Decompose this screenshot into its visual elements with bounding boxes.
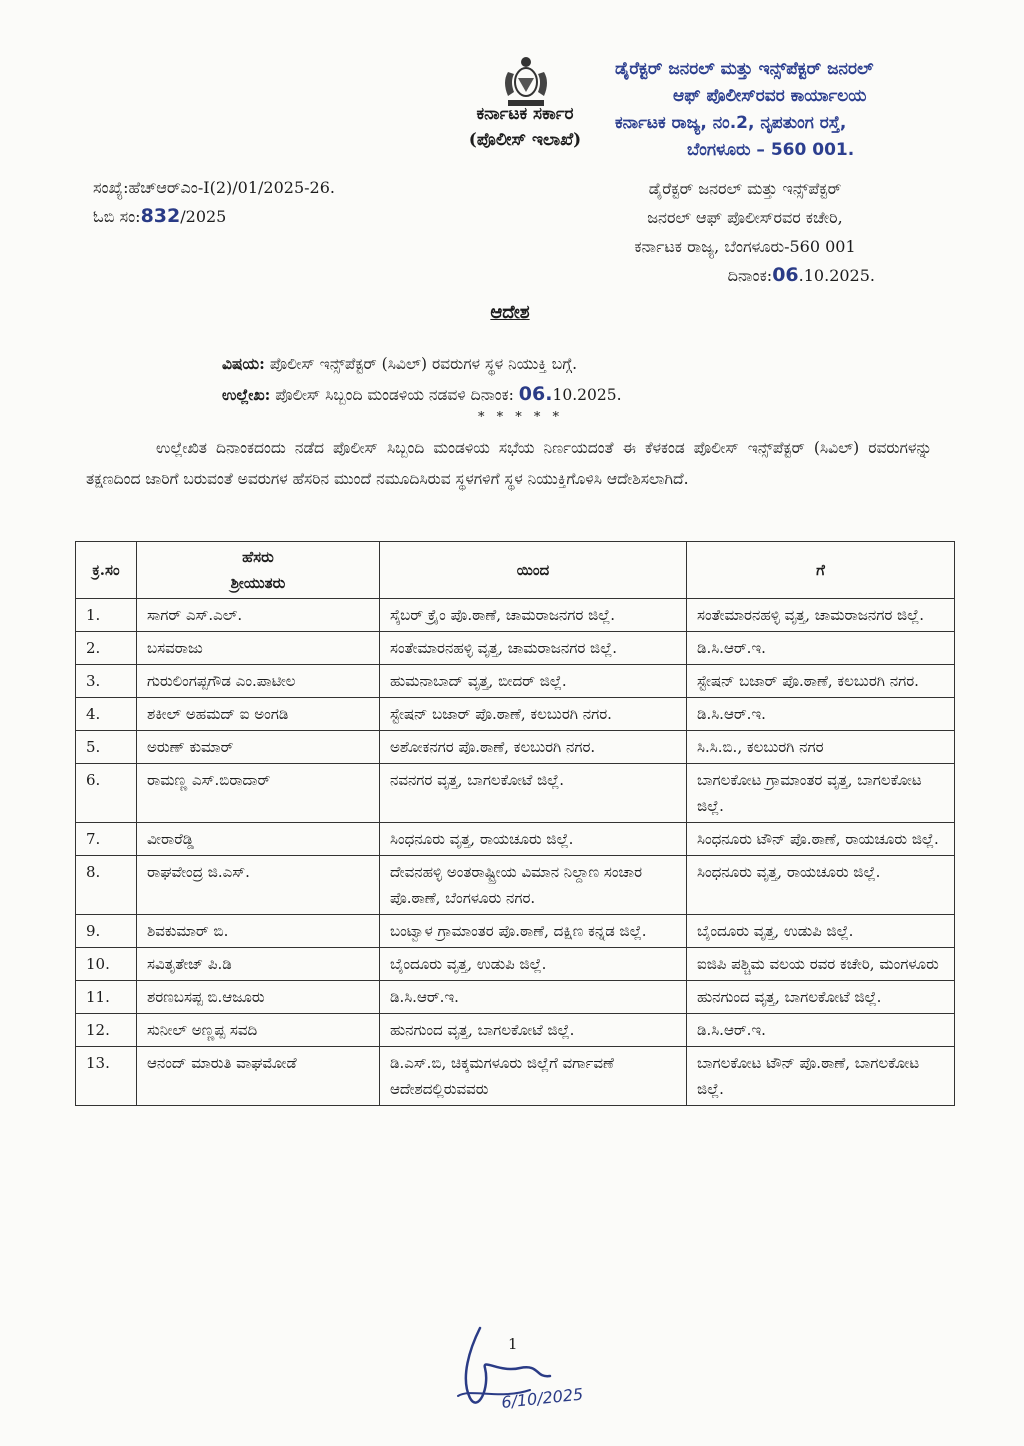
- header-from: ಯಿಂದ: [380, 542, 687, 599]
- row-name: ಸವಿತೃತೇಜ್ ಪಿ.ಡಿ: [137, 948, 380, 981]
- row-name: ಶರಣಬಸಪ್ಪ ಬಿ.ಆಜೂರು: [137, 981, 380, 1014]
- stamp-line: ಡೈರೆಕ್ಟರ್ ಜನರಲ್ ಮತ್ತು ಇನ್ಸ್‌ಪೆಕ್ಟರ್ ಜನರಲ್: [615, 59, 874, 79]
- reference-label: ಉಲ್ಲೇಖ:: [222, 385, 271, 404]
- row-from: ಅಶೋಕನಗರ ಪೊ.ಠಾಣೆ, ಕಲಬುರಗಿ ನಗರ.: [380, 731, 687, 764]
- header-name-line1: ಹೆಸರು: [242, 548, 274, 566]
- row-to: ಬಾಗಲಕೋಟ ಟೌನ್ ಪೊ.ಠಾಣೆ, ಬಾಗಲಕೋಟ ಜಿಲ್ಲೆ.: [687, 1047, 955, 1106]
- row-to: ಡಿ.ಸಿ.ಆರ್.ಇ.: [687, 698, 955, 731]
- stamp-line: ಆಫ್ ಪೊಲೀಸ್‌ರವರ ಕಾರ್ಯಾಲಯ: [673, 86, 867, 106]
- row-from: ಬಂಟ್ವಾಳ ಗ್ರಾಮಾಂತರ ಪೊ.ಠಾಣೆ, ದಕ್ಷಿಣ ಕನ್ನಡ ಜಿಲ್ಲೆ.: [380, 915, 687, 948]
- row-sl: 12.: [76, 1014, 137, 1047]
- reference-text: ಪೊಲೀಸ್ ಸಿಬ್ಬಂದಿ ಮಂಡಳಿಯ ನಡವಳಿ ದಿನಾಂಕ:: [275, 386, 514, 404]
- row-to: ಸಿಂಧನೂರು ವೃತ್ತ, ರಾಯಚೂರು ಜಿಲ್ಲೆ.: [687, 856, 955, 915]
- row-name: ವೀರಾರೆಡ್ಡಿ: [137, 823, 380, 856]
- row-from: ಸೈಬರ್ ಕ್ರೈಂ ಪೊ.ಠಾಣೆ, ಚಾಮರಾಜನಗರ ಜಿಲ್ಲೆ.: [380, 599, 687, 632]
- row-from: ಡಿ.ಎಸ್.ಬಿ, ಚಿಕ್ಕಮಗಳೂರು ಜಿಲ್ಲೆಗೆ ವರ್ಗಾವಣೆ ಆದೇಶದಲ್ಲಿರುವವರು: [380, 1047, 687, 1106]
- row-to: ಸಿ.ಸಿ.ಬಿ., ಕಲಬುರಗಿ ನಗರ: [687, 731, 955, 764]
- row-from: ಸಂತೇಮಾರನಹಳ್ಳಿ ವೃತ್ತ, ಚಾಮರಾಜನಗರ ಜಿಲ್ಲೆ.: [380, 632, 687, 665]
- row-to: ಸಂತೇಮಾರನಹಳ್ಳಿ ವೃತ್ತ, ಚಾಮರಾಜನಗರ ಜಿಲ್ಲೆ.: [687, 599, 955, 632]
- address-line: ಡೈರೆಕ್ಟರ್ ಜನರಲ್ ಮತ್ತು ಇನ್ಸ್‌ಪೆಕ್ಟರ್: [648, 179, 842, 198]
- ob-prefix: ಓಬಿ ಸಂ:: [93, 207, 141, 226]
- row-sl: 2.: [76, 632, 137, 665]
- file-number: ಸಂಖ್ಯೆ:ಹೆಚ್‌ಆರ್‌ಎಂ-I(2)/01/2025-26.: [93, 178, 335, 197]
- row-from: ನವನಗರ ವೃತ್ತ, ಬಾಗಲಕೋಟೆ ಜಿಲ್ಲೆ.: [380, 764, 687, 823]
- row-name: ಶಿವಕುಮಾರ್ ಬಿ.: [137, 915, 380, 948]
- row-to: ಬಾಗಲಕೋಟ ಗ್ರಾಮಾಂತರ ವೃತ್ತ, ಬಾಗಲಕೋಟ ಜಿಲ್ಲೆ.: [687, 764, 955, 823]
- row-sl: 11.: [76, 981, 137, 1014]
- row-sl: 4.: [76, 698, 137, 731]
- government-name: ಕರ್ನಾಟಕ ಸರ್ಕಾರ: [476, 104, 574, 124]
- row-name: ರಾಮಣ್ಣ ಎಸ್.ಬಿರಾದಾರ್: [137, 764, 380, 823]
- table-row: [76, 856, 955, 915]
- row-sl: 7.: [76, 823, 137, 856]
- signature-date: 6/10/2025: [500, 1384, 585, 1412]
- row-to: ಸ್ಟೇಷನ್ ಬಜಾರ್ ಪೊ.ಠಾಣೆ, ಕಲಬುರಗಿ ನಗರ.: [687, 665, 955, 698]
- table-row: [76, 698, 955, 731]
- row-to: ಸಿಂಧನೂರು ಟೌನ್ ಪೊ.ಠಾಣೆ, ರಾಯಚೂರು ಜಿಲ್ಲೆ.: [687, 823, 955, 856]
- posting-table: [75, 541, 955, 1106]
- table-row: [76, 665, 955, 698]
- reference-block: [93, 174, 335, 231]
- header-sl: ಕ್ರ.ಸಂ: [76, 542, 137, 599]
- row-name: ಸುನೀಲ್ ಅಣ್ಣಪ್ಪ ಸವದಿ: [137, 1014, 380, 1047]
- page-number: 1: [508, 1335, 518, 1353]
- ob-number-handwritten: 832: [140, 205, 181, 227]
- ob-suffix: /2025: [180, 207, 227, 226]
- table-row: [76, 599, 955, 632]
- date-rest: .10.2025.: [798, 266, 875, 285]
- row-name: ಸಾಗರ್ ಎಸ್.ಎಲ್.: [137, 599, 380, 632]
- body-paragraph: ಉಲ್ಲೇಖಿತ ದಿನಾಂಕದಂದು ನಡೆದ ಪೊಲೀಸ್ ಸಿಬ್ಬಂದಿ ಮಂಡಳಿಯ ಸಭೆಯ ನಿರ್ಣಯದಂತೆ ಈ ಕೆಳಕಂಡ ಪೊಲೀಸ್ ಇನ್ಸ್‌ಪೆಕ್ಟರ್ (ಸಿವಿಲ್) ರವರುಗಳನ್ನು ತಕ್ಷಣದಿಂದ ಜಾರಿಗೆ ಬರುವಂತೆ ಅವರುಗಳ ಹೆಸರಿನ ಮುಂದೆ ನಮೂದಿಸಿರುವ ಸ್ಥಳಗಳಿಗೆ ಸ್ಥಳ ನಿಯುಕ್ತಿಗೊಳಿಸಿ ಆದೇಶಿಸಲಾಗಿದೆ.: [86, 439, 932, 488]
- stamp-line: ಬೆಂಗಳೂರು – 560 001.: [687, 140, 855, 160]
- row-to: ಬೈಂದೂರು ವೃತ್ತ, ಉಡುಪಿ ಜಿಲ್ಲೆ.: [687, 915, 955, 948]
- table-row: [76, 764, 955, 823]
- row-from: ಬೈಂದೂರು ವೃತ್ತ, ಉಡುಪಿ ಜಿಲ್ಲೆ.: [380, 948, 687, 981]
- table-row: [76, 731, 955, 764]
- row-name: ಬಸವರಾಜು: [137, 632, 380, 665]
- reference-date-rest: 10.2025.: [552, 386, 622, 404]
- header-name: [137, 542, 380, 599]
- handwritten-signature: [440, 1318, 610, 1423]
- row-to: ಡಿ.ಸಿ.ಆರ್.ಇ.: [687, 1014, 955, 1047]
- subject-block: [222, 349, 622, 410]
- table-row: [76, 948, 955, 981]
- table-body: [76, 599, 955, 1106]
- row-from: ಹುನಗುಂದ ವೃತ್ತ, ಬಾಗಲಕೋಟೆ ಜಿಲ್ಲೆ.: [380, 1014, 687, 1047]
- row-name: ಅರುಣ್ ಕುಮಾರ್: [137, 731, 380, 764]
- date-day-handwritten: 06: [772, 264, 799, 286]
- subject-text: ಪೊಲೀಸ್ ಇನ್ಸ್‌ಪೆಕ್ಟರ್ (ಸಿವಿಲ್) ರವರುಗಳ ಸ್ಥಳ ನಿಯುಕ್ತಿ ಬಗ್ಗೆ.: [269, 355, 578, 373]
- subject-label: ವಿಷಯ:: [222, 354, 265, 373]
- row-to: ಡಿ.ಸಿ.ಆರ್.ಇ.: [687, 632, 955, 665]
- reference-day-handwritten: 06.: [518, 383, 553, 405]
- table-row: [76, 823, 955, 856]
- header-name-line2: ಶ್ರೀಯುತರು: [230, 574, 286, 592]
- row-sl: 8.: [76, 856, 137, 915]
- row-sl: 3.: [76, 665, 137, 698]
- order-title: ಆದೇಶ: [490, 302, 530, 323]
- row-to: ಹುನಗುಂದ ವೃತ್ತ, ಬಾಗಲಕೋಟೆ ಜಿಲ್ಲೆ.: [687, 981, 955, 1014]
- office-stamp: [615, 56, 995, 164]
- table-row: [76, 915, 955, 948]
- address-line: ಕರ್ನಾಟಕ ರಾಜ್ಯ, ಬೆಂಗಳೂರು-560 001: [634, 237, 856, 256]
- row-name: ಗುರುಲಿಂಗಪ್ಪಗೌಡ ಎಂ.ಪಾಟೀಲ: [137, 665, 380, 698]
- row-to: ಐಜಿಪಿ ಪಶ್ಚಿಮ ವಲಯ ರವರ ಕಚೇರಿ, ಮಂಗಳೂರು: [687, 948, 955, 981]
- row-sl: 1.: [76, 599, 137, 632]
- table-row: [76, 981, 955, 1014]
- stamp-line: ಕರ್ನಾಟಕ ರಾಜ್ಯ, ನಂ.2, ನೃಪತುಂಗ ರಸ್ತೆ,: [615, 113, 847, 133]
- header-to: ಗೆ: [687, 542, 955, 599]
- table-header-row: [76, 542, 955, 599]
- date-prefix: ದಿನಾಂಕ:: [727, 266, 773, 285]
- reference-line: [222, 379, 622, 410]
- ob-number-line: [93, 202, 335, 231]
- row-sl: 6.: [76, 764, 137, 823]
- row-from: ಹುಮನಾಬಾದ್ ವೃತ್ತ, ಬೀದರ್ ಜಿಲ್ಲೆ.: [380, 665, 687, 698]
- row-sl: 9.: [76, 915, 137, 948]
- row-from: ಸ್ಟೇಷನ್ ಬಜಾರ್ ಪೊ.ಠಾಣೆ, ಕಲಬುರಗಿ ನಗರ.: [380, 698, 687, 731]
- row-sl: 10.: [76, 948, 137, 981]
- row-from: ಡಿ.ಸಿ.ಆರ್.ಇ.: [380, 981, 687, 1014]
- table-row: [76, 1047, 955, 1106]
- row-from: ದೇವನಹಳ್ಳಿ ಅಂತರಾಷ್ಟ್ರೀಯ ವಿಮಾನ ನಿಲ್ದಾಣ ಸಂಚಾರ ಪೊ.ಠಾಣೆ, ಬೆಂಗಳೂರು ನಗರ.: [380, 856, 687, 915]
- row-sl: 5.: [76, 731, 137, 764]
- separator-stars: * * * * *: [478, 410, 564, 425]
- department-name: (ಪೊಲೀಸ್ ಇಲಾಖೆ): [468, 130, 582, 150]
- office-address: [585, 174, 905, 290]
- subject-line: [222, 349, 622, 379]
- row-name: ರಾಘವೇಂದ್ರ ಜಿ.ಎಸ್.: [137, 856, 380, 915]
- row-name: ಶಕೀಲ್ ಅಹಮದ್ ಐ ಅಂಗಡಿ: [137, 698, 380, 731]
- table-row: [76, 632, 955, 665]
- row-from: ಸಿಂಧನೂರು ವೃತ್ತ, ರಾಯಚೂರು ಜಿಲ್ಲೆ.: [380, 823, 687, 856]
- order-date: [585, 261, 905, 290]
- row-name: ಆನಂದ್ ಮಾರುತಿ ವಾಘಮೋಡೆ: [137, 1047, 380, 1106]
- table-row: [76, 1014, 955, 1047]
- address-line: ಜನರಲ್ ಆಫ್ ಪೊಲೀಸ್‌ರವರ ಕಚೇರಿ,: [647, 208, 843, 227]
- row-sl: 13.: [76, 1047, 137, 1106]
